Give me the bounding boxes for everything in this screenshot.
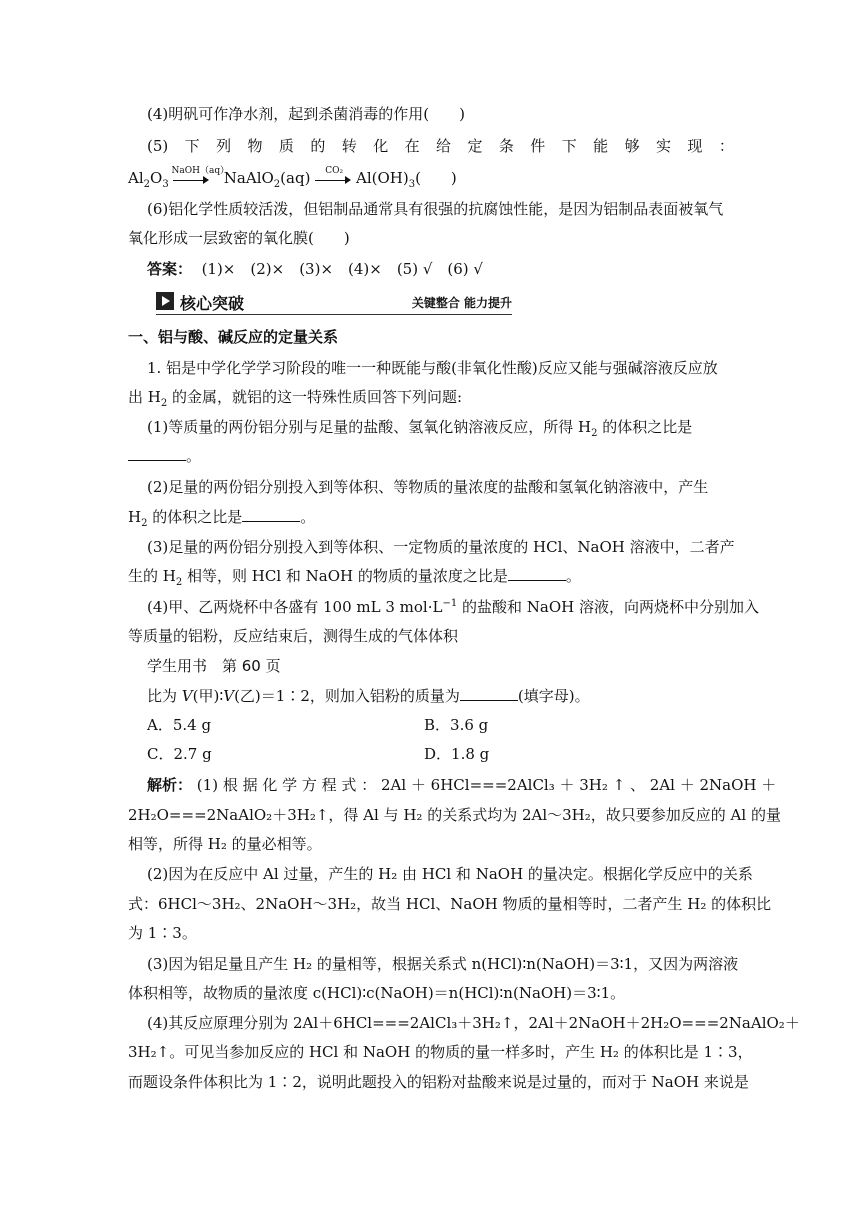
subheading: 一、铝与酸、碱反应的定量关系	[128, 328, 339, 346]
q5-char: (5)	[147, 137, 169, 155]
question-4b-line1: (4)甲、乙两烧杯中各盛有 100 mL 3 $mol\cdot L^{-1}$ 的盐酸和 NaOH 溶液，向两烧杯中分别加入	[147, 598, 759, 616]
section-header	[156, 290, 512, 315]
answer-blank[interactable]	[128, 446, 186, 461]
question-2-line2: $H_2$ 的体积之比是 。	[128, 508, 316, 529]
q5-char: 物	[247, 137, 263, 155]
solution-1-line3: 相等，所得 H₂ 的量必相等。	[128, 835, 322, 853]
solution-1-line2: 2H₂O===2NaAlO₂＋3H₂↑，得 Al 与 H₂ 的关系式均为 2Al～3H₂，故只要参加反应的 Al 的量	[128, 806, 781, 824]
q5-char: 够	[624, 137, 640, 155]
paragraph-1-line2: 出 $H_2$ 的金属，就铝的这一特殊性质回答下列问题:	[128, 388, 463, 409]
section-title: 核心突破	[180, 294, 245, 313]
q5-char: ：	[718, 137, 734, 155]
q5-char: 条	[498, 137, 514, 155]
solution-2-line2: 式：6HCl～3H₂、2NaOH～3H₂，故当 HCl、NaOH 物质的量相等时，二者产生 H₂ 的体积比	[128, 895, 772, 913]
q5-char: 现	[687, 137, 703, 155]
answer-blank[interactable]	[508, 566, 566, 581]
question-6-line2: 氧化形成一层致密的氧化膜( )	[128, 229, 350, 247]
q5-char: 下	[184, 137, 200, 155]
solution-4-line3: 而题设条件体积比为 1∶2，说明此题投入的铝粉对盐酸来说是过量的，而对于 NaOH 来说是	[128, 1073, 749, 1091]
answer-blank[interactable]	[242, 507, 300, 522]
solution-4-line1: (4)其反应原理分别为 2Al＋6HCl===2AlCl₃＋3H₂↑，2Al＋2NaOH＋2H₂O===2NaAlO₂＋	[147, 1014, 800, 1032]
solution-1-line1: 解析： (1) 根 据 化 学 方 程 式 ： 2Al ＋ 6HCl===2AlCl₃ ＋ 3H₂ ↑ 、 2Al ＋ 2NaOH ＋	[147, 776, 777, 794]
answer-blank[interactable]	[460, 686, 518, 701]
option-c: C．2.7 g	[147, 745, 212, 763]
option-d: D．1.8 g	[424, 745, 490, 763]
question-4b-line2: 等质量的铝粉，反应结束后，测得生成的气体体积	[128, 627, 459, 645]
question-6-line1: (6)铝化学性质较活泼，但铝制品通常具有很强的抗腐蚀性能，是因为铝制品表面被氧气	[147, 200, 724, 218]
q5-char: 能	[593, 137, 609, 155]
formula-naalo2: NaAlO	[223, 169, 274, 187]
book-page-reference: 学生用书 第 60 页	[147, 657, 281, 675]
question-4: (4)明矾可作净水剂，起到杀菌消毒的作用( )	[147, 105, 465, 123]
answer-text: (1)× (2)× (3)× (4)× (5) √ (6) √	[201, 260, 483, 278]
q5-char: 转	[341, 137, 357, 155]
solution-label: 解析：	[147, 776, 193, 794]
reaction-arrow-1: NaOH（aq）	[173, 172, 209, 186]
solution-3-line2: 体积相等，故物质的量浓度 c(HCl)∶c(NaOH)＝n(HCl)∶n(NaOH)＝3∶1。	[128, 984, 626, 1002]
question-4b-line3: 比为 V(甲)∶V(乙)＝1∶2，则加入铝粉的质量为 (填字母)。	[147, 687, 590, 705]
q5-char: 列	[216, 137, 232, 155]
question-3-line1: (3)足量的两份铝分别投入到等体积、一定物质的量浓度的 HCl、NaOH 溶液中，二者产	[147, 538, 735, 556]
question-2-line1: (2)足量的两份铝分别投入到等体积、等物质的量浓度的盐酸和氢氧化钠溶液中，产生	[147, 478, 709, 496]
question-1-line1: (1)等质量的两份铝分别与足量的盐酸、氢氧化钠溶液反应，所得 $H_2$ 的体积之比是	[147, 418, 693, 439]
solution-2-line1: (2)因为在反应中 Al 过量，产生的 H₂ 由 HCl 和 NaOH 的量决定。根据化学反应中的关系	[147, 865, 753, 883]
paragraph-1-line1: 1. 铝是中学化学学习阶段的唯一一种既能与酸(非氧化性酸)反应又能与强碱溶液反应放	[147, 359, 718, 377]
solution-2-line3: 为 1∶3。	[128, 924, 197, 942]
reaction-arrow-2: CO₂	[315, 172, 351, 186]
question-3-line2: 生的 $H_2$ 相等，则 HCl 和 NaOH 的物质的量浓度之比是 。	[128, 567, 581, 588]
option-b: B．3.6 g	[424, 716, 489, 734]
q5-char: 实	[655, 137, 671, 155]
q5-char: 下	[561, 137, 577, 155]
q5-char: 定	[467, 137, 483, 155]
answer-label: 答案：	[147, 260, 193, 278]
solution-3-line1: (3)因为铝足量且产生 H₂ 的量相等，根据关系式 n(HCl)∶n(NaOH)＝3∶1，又因为两溶液	[147, 955, 739, 973]
q5-char: 的	[310, 137, 326, 155]
question-1-line2: 。	[128, 446, 201, 466]
q5-char: 给	[436, 137, 452, 155]
q5-char: 在	[404, 137, 420, 155]
question-5-line2: $Al_2O_3$ NaOH（aq） NaAlO$_2$(aq) CO₂ $Al(OH)_3$( )	[128, 166, 457, 190]
q5-char: 化	[373, 137, 389, 155]
question-5-line1	[147, 136, 734, 156]
formula-aloh3: Al(OH)	[355, 169, 409, 187]
play-triangle-icon	[156, 292, 174, 310]
option-a: A．5.4 g	[147, 716, 212, 734]
answer-line	[147, 259, 483, 279]
q5-char: 件	[530, 137, 546, 155]
q5-char: 质	[278, 137, 294, 155]
solution-4-line2: 3H₂↑。可见当参加反应的 HCl 和 NaOH 的物质的量一样多时，产生 H₂ 的体积比是 1∶3，	[128, 1043, 753, 1061]
formula-al2o3: Al	[128, 169, 144, 187]
section-subtitle: 关键整合 能力提升	[411, 296, 512, 310]
